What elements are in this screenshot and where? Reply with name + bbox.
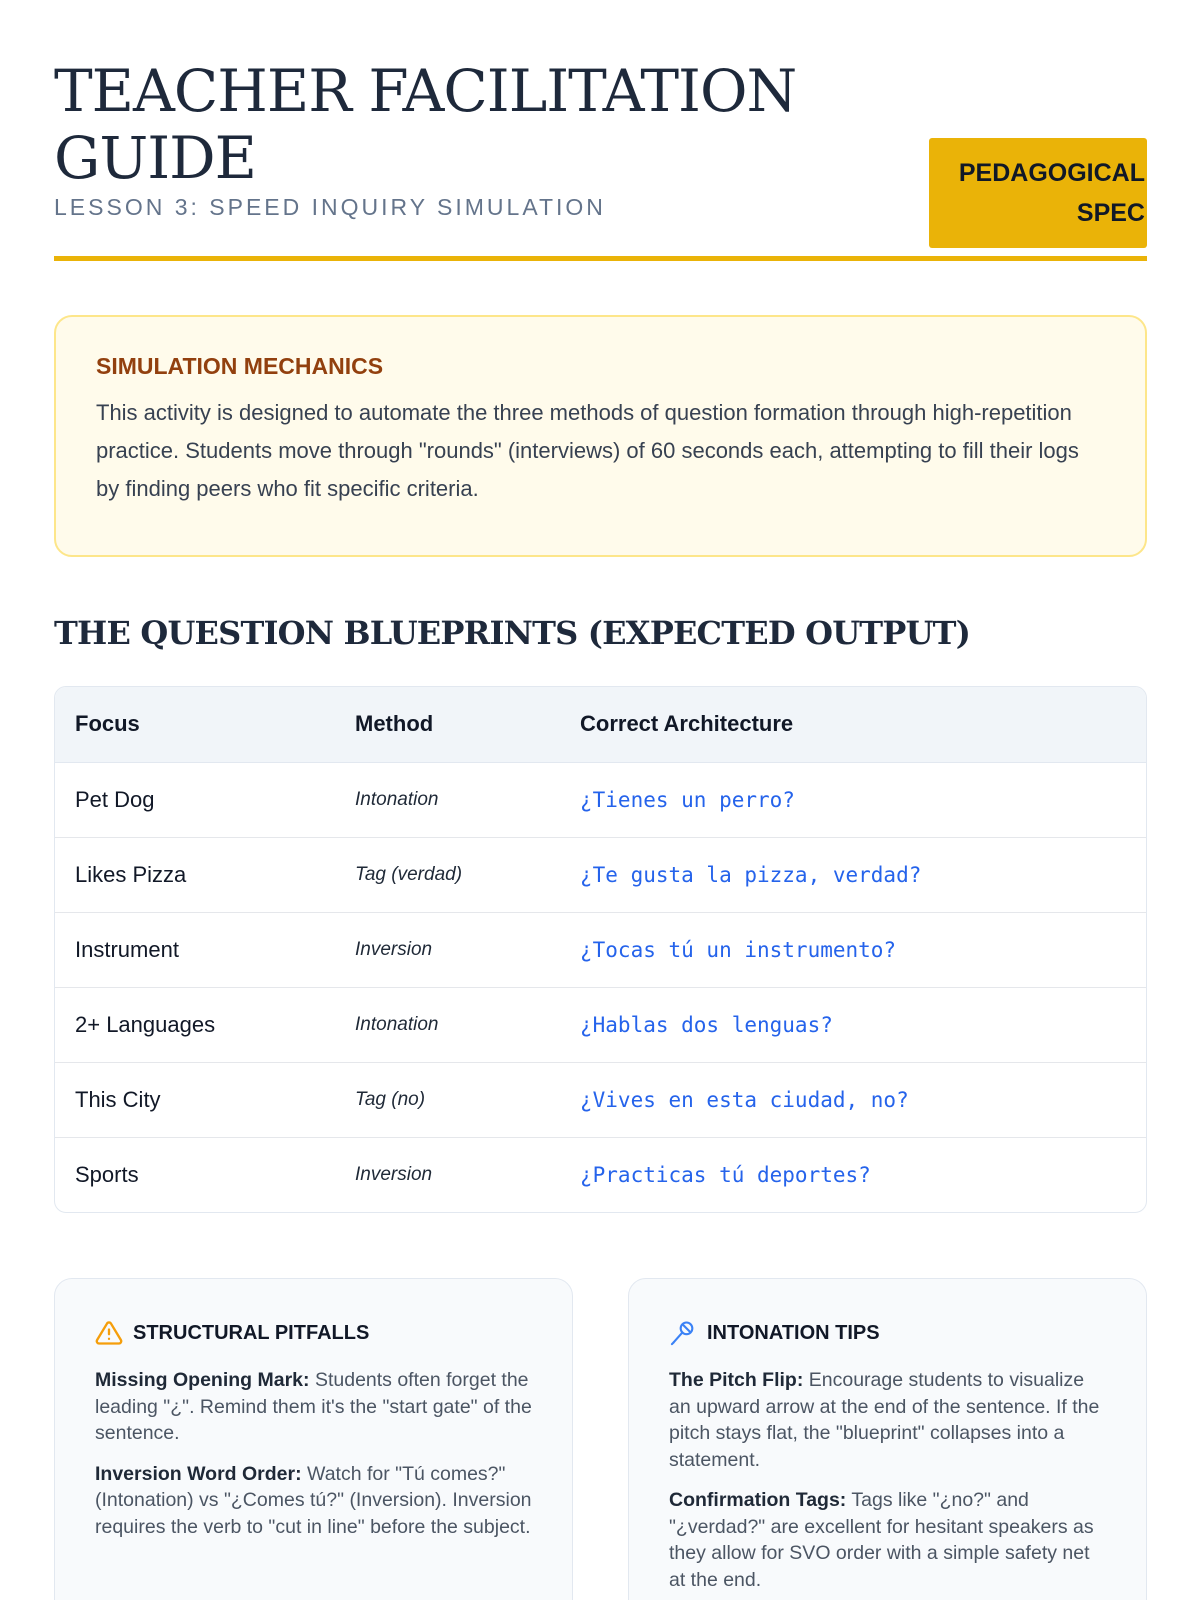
method-cell: Tag (no) [335, 1062, 560, 1137]
card-title: STRUCTURAL PITFALLS [133, 1321, 370, 1344]
tip-label: The Pitch Flip: [669, 1369, 804, 1391]
focus-cell: This City [55, 1062, 335, 1137]
card-header [95, 1319, 532, 1347]
method-cell: Intonation [335, 987, 560, 1062]
architecture-cell: ¿Vives en esta ciudad, no? [560, 1062, 1146, 1137]
column-header-architecture: Correct Architecture [560, 687, 1146, 762]
tip-label: Confirmation Tags: [669, 1489, 847, 1511]
tip-item [669, 1367, 1106, 1473]
header-divider [54, 256, 1147, 261]
page-subtitle: LESSON 3: SPEED INQUIRY SIMULATION [54, 194, 606, 220]
simulation-mechanics-callout [54, 315, 1147, 557]
pitfall-label: Missing Opening Mark: [95, 1369, 310, 1391]
pitfall-text: Watch for "Tú comes?" (Intonation) vs "¿Comes tú?" (Inversion). Inversion requires the verb to "cut in line" before the subject. [95, 1462, 532, 1538]
callout-title: SIMULATION MECHANICS [96, 353, 384, 379]
column-header-method: Method [335, 687, 560, 762]
tip-text: Tags like "¿no?" and "¿verdad?" are excellent for hesitant speakers as they allow for SVO order with a simple safety net at the end. [669, 1489, 1094, 1591]
callout-body: This activity is designed to automate the three methods of question formation through high-repetition practice. Students move through "rounds" (interviews) of 60 seconds each, attempting to fill their logs by finding peers who fit specific criteria. [96, 400, 1079, 501]
card-title: INTONATION TIPS [707, 1321, 880, 1344]
table-row [55, 762, 1146, 837]
page-title: TEACHER FACILITATION GUIDE [54, 57, 797, 192]
pedagogical-spec-badge: PEDAGOGICAL SPEC [929, 138, 1147, 248]
card-header [669, 1319, 1106, 1347]
pitfall-item [95, 1367, 532, 1447]
focus-cell: Likes Pizza [55, 837, 335, 912]
method-cell: Tag (verdad) [335, 837, 560, 912]
focus-cell: Sports [55, 1137, 335, 1212]
architecture-cell: ¿Tienes un perro? [580, 787, 795, 812]
blueprints-table [54, 686, 1147, 1213]
method-cell: Intonation [355, 788, 439, 810]
method-cell: Inversion [335, 1137, 560, 1212]
warning-triangle-icon [95, 1319, 123, 1347]
pitfall-label: Inversion Word Order: [95, 1462, 302, 1485]
architecture-cell: ¿Practicas tú deportes? [560, 1137, 1146, 1212]
focus-cell: Pet Dog [75, 786, 155, 812]
column-header-focus: Focus [55, 687, 335, 762]
table-row [55, 912, 1146, 987]
focus-cell: 2+ Languages [55, 987, 335, 1062]
method-cell: Inversion [335, 912, 560, 987]
intonation-tips-card [628, 1278, 1147, 1600]
table-row [55, 1062, 1146, 1137]
table-row [55, 987, 1146, 1062]
microphone-icon [669, 1319, 697, 1347]
table-row [55, 837, 1146, 912]
page-header [54, 58, 1147, 260]
structural-pitfalls-card [54, 1278, 573, 1600]
architecture-cell: ¿Te gusta la pizza, verdad? [560, 837, 1146, 912]
focus-cell: Instrument [55, 912, 335, 987]
architecture-cell: ¿Hablas dos lenguas? [560, 987, 1146, 1062]
blueprints-section-title: THE QUESTION BLUEPRINTS (EXPECTED OUTPUT) [54, 614, 971, 652]
table-row [55, 1137, 1146, 1212]
tip-item [669, 1487, 1106, 1593]
tip-text: Encourage students to visualize an upward arrow at the end of the sentence. If the pitch stays flat, the "blueprint" collapses into a statement. [669, 1369, 1100, 1471]
table-header-row [55, 687, 1146, 762]
pitfall-text: Students often forget the leading "¿". Remind them it's the "start gate" of the sentence. [95, 1369, 532, 1444]
architecture-cell: ¿Tocas tú un instrumento? [560, 912, 1146, 987]
pitfall-item [95, 1461, 532, 1541]
